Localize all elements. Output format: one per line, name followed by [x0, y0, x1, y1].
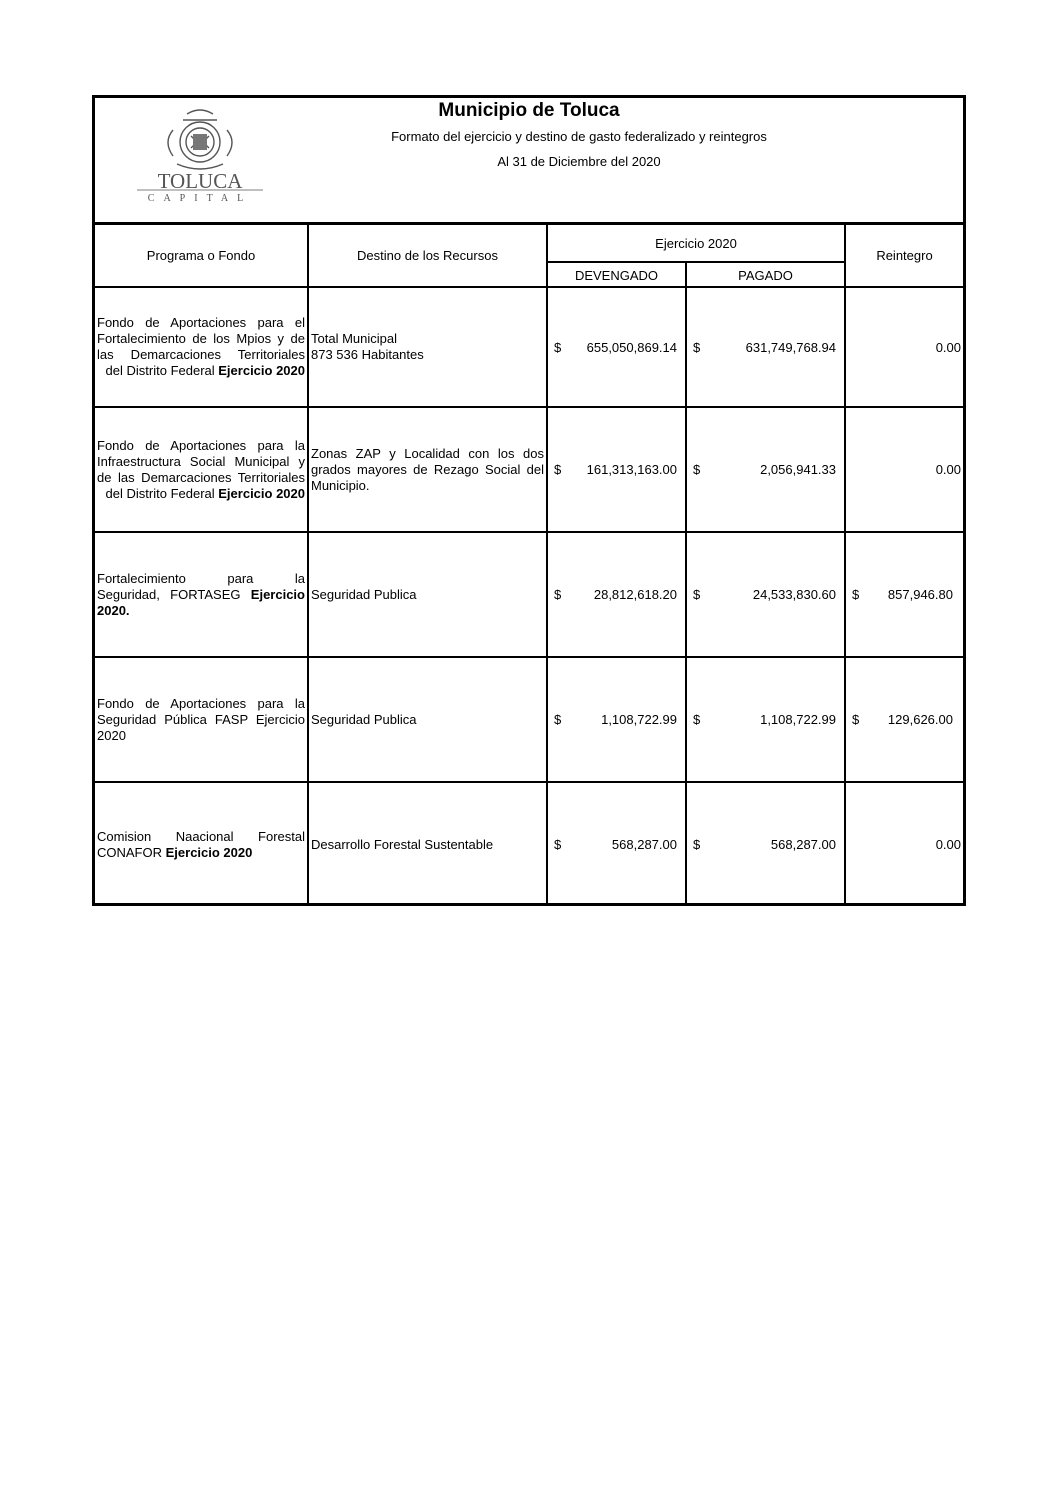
programa-bold: 2020. [97, 602, 130, 618]
col-divider [307, 222, 309, 906]
currency-symbol: $ [693, 339, 701, 355]
programa-line: 2020 [97, 727, 126, 743]
programa-line: del Distrito Federal [105, 363, 219, 378]
devengado-cell [548, 783, 685, 906]
table-row-destino [311, 408, 544, 531]
logo-name: TOLUCA [157, 169, 243, 193]
programa-line: Fondo de Aportaciones para la [97, 695, 305, 711]
destino-line: Desarrollo Forestal Sustentable [311, 836, 494, 852]
pagado-value: 568,287.00 [770, 837, 836, 852]
programa-line: del Distrito Federal [105, 485, 219, 501]
report-date: Al 31 de Diciembre del 2020 [497, 154, 661, 169]
destino-line: 873 536 Habitantes [311, 347, 424, 362]
programa-line: las Demarcaciones Territoriales [97, 347, 305, 362]
programa-line: Fondo de Aportaciones para el [97, 315, 305, 330]
reintegro-cell [846, 288, 963, 406]
page-subtitle: Formato del ejercicio y destino de gasto federalizado y reintegros [391, 129, 767, 144]
currency-symbol: $ [852, 587, 860, 602]
report-header [95, 98, 963, 225]
row-divider [546, 261, 846, 263]
devengado-value: 1,108,722.99 [601, 712, 677, 727]
programa-line: Fondo de Aportaciones para la [97, 437, 305, 453]
col-header-destino: Destino de los Recursos [357, 248, 498, 263]
devengado-value: 568,287.00 [611, 837, 677, 852]
pagado-cell [687, 288, 844, 406]
pagado-value: 2,056,941.33 [760, 462, 836, 477]
col-header-programa: Programa o Fondo [146, 248, 256, 263]
programa-line: Comision Naacional Forestal [97, 828, 305, 844]
currency-symbol: $ [693, 837, 701, 852]
currency-symbol: $ [693, 712, 701, 727]
programa-bold: Ejercicio 2020 [165, 844, 253, 860]
table-row-programa [97, 783, 305, 906]
reintegro-value: 0.00 [935, 339, 961, 355]
table-row-destino [311, 783, 544, 906]
programa-line: Fortalecimiento de los Mpios y de [97, 331, 305, 346]
destino-line: grados mayores de Rezago Social del [311, 461, 544, 477]
pagado-cell [687, 408, 844, 531]
col-header-ejercicio: Ejercicio 2020 [655, 236, 737, 251]
table-row-programa [97, 658, 305, 781]
destino-line: Total Municipal [311, 331, 397, 346]
table-row-programa [97, 533, 305, 656]
devengado-value: 655,050,869.14 [586, 339, 677, 355]
reintegro-cell [846, 783, 963, 906]
table-row-programa [97, 288, 305, 406]
programa-line: de las Demarcaciones Territoriales [97, 469, 305, 485]
pagado-cell [687, 658, 844, 781]
programa-line: Seguridad Pública FASP Ejercicio [97, 711, 305, 727]
reintegro-value: 129,626.00 [887, 712, 953, 727]
report-table [92, 95, 966, 906]
logo-tagline: CAPITAL [147, 193, 253, 202]
devengado-value: 161,313,163.00 [586, 462, 677, 477]
pagado-value: 24,533,830.60 [752, 587, 836, 602]
table-row-destino [311, 533, 544, 656]
programa-bold: Ejercicio 2020 [218, 363, 305, 378]
devengado-cell [548, 288, 685, 406]
currency-symbol: $ [554, 587, 562, 602]
destino-line: Municipio. [311, 477, 370, 493]
currency-symbol: $ [693, 462, 701, 477]
table-row-programa [97, 408, 305, 531]
col-header-reintegro: Reintegro [876, 248, 933, 263]
destino-line: Seguridad Publica [311, 711, 417, 727]
pagado-cell [687, 783, 844, 906]
reintegro-value: 857,946.80 [887, 587, 953, 602]
programa-line: CONAFOR [97, 844, 166, 860]
currency-symbol: $ [554, 339, 562, 355]
reintegro-cell [846, 533, 963, 656]
reintegro-value: 0.00 [935, 462, 961, 477]
currency-symbol: $ [554, 712, 562, 727]
table-row-destino [311, 658, 544, 781]
currency-symbol: $ [693, 587, 701, 602]
pagado-value: 631,749,768.94 [745, 339, 836, 355]
devengado-cell [548, 533, 685, 656]
currency-symbol: $ [554, 837, 562, 852]
pagado-cell [687, 533, 844, 656]
reintegro-cell [846, 408, 963, 531]
destino-line: Seguridad Publica [311, 586, 417, 602]
pagado-value: 1,108,722.99 [760, 712, 836, 727]
page-title: Municipio de Toluca [438, 100, 620, 121]
currency-symbol: $ [852, 712, 860, 727]
devengado-cell [548, 408, 685, 531]
programa-bold: Ejercicio 2020 [218, 485, 305, 501]
programa-bold: Ejercicio [250, 586, 305, 602]
programa-line: Infraestructura Social Municipal y [97, 453, 305, 469]
reintegro-cell [846, 658, 963, 781]
col-header-devengado: DEVENGADO [574, 268, 659, 283]
devengado-cell [548, 658, 685, 781]
currency-symbol: $ [554, 462, 562, 477]
table-row-destino [311, 288, 544, 406]
devengado-value: 28,812,618.20 [593, 587, 677, 602]
programa-line: Fortalecimiento para la [97, 570, 305, 586]
reintegro-value: 0.00 [935, 837, 961, 852]
col-header-pagado: PAGADO [738, 268, 793, 283]
destino-line: Zonas ZAP y Localidad con los dos [311, 445, 544, 461]
programa-line: Seguridad, FORTASEG [97, 586, 241, 602]
